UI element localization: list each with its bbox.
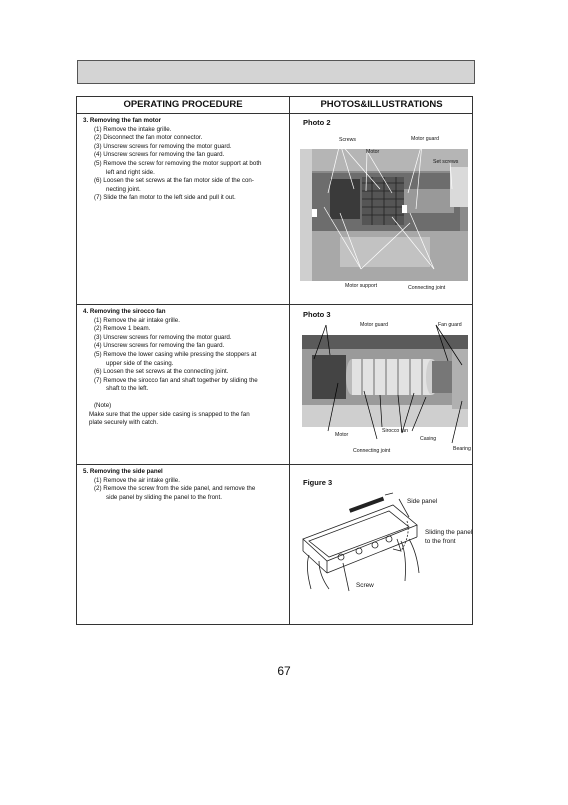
step-continuation: side panel by sliding the panel to the front. [106,493,222,501]
step: (7) Slide the fan motor to the left side and pull it out. [94,194,236,202]
label-sliding-line-2: to the front [425,538,456,545]
section-title: 5. Removing the side panel [83,468,163,475]
step-continuation: left and right side. [106,168,155,176]
section-title: 4. Removing the sirocco fan [83,308,166,315]
label-connecting-joint: Connecting joint [408,285,446,291]
figure-3-side-panel [289,495,419,593]
photo-2-title: Photo 2 [303,118,331,127]
step: (6) Loosen the set screws at the fan motor side of the con- [94,177,254,185]
label-screws: Screws [339,137,357,143]
step: (4) Unscrew screws for removing the fan guard. [94,151,225,159]
step-continuation: upper side of the casing. [106,359,174,367]
label-motor: Motor [335,432,349,438]
step: (1) Remove the air intake grille. [94,316,180,324]
section-title: 3. Removing the fan motor [83,117,162,124]
note-text: plate securely with catch. [89,419,159,427]
step: (5) Remove the screw for removing the motor support at both [94,159,262,167]
label-casing: Casing [420,436,437,442]
step: (1) Remove the air intake grille. [94,476,180,484]
procedure-fan-motor [83,117,283,203]
step: (2) Remove the screw from the side panel, and remove the [94,485,256,493]
header-divider [77,113,472,114]
step: (4) Unscrew screws for removing the fan guard. [94,342,225,350]
procedure-table [76,96,473,625]
step: (2) Disconnect the fan motor connector. [94,134,203,142]
label-motor: Motor [366,149,380,155]
photo-3-title: Photo 3 [303,310,331,319]
label-motor-guard: Motor guard [360,322,388,328]
step: (1) Remove the intake grille. [94,125,172,133]
label-motor-guard: Motor guard [411,136,439,142]
page-number: 67 [277,664,291,678]
note-heading: (Note) [94,401,112,409]
step-continuation: shaft to the left. [106,385,149,393]
note-text: Make sure that the upper side casing is snapped to the fan [89,410,250,418]
label-set-screws: Set screws [433,159,459,165]
photo-3-sirocco-fan [302,335,468,427]
procedure-side-panel [83,468,283,502]
label-bearing: Bearing [453,446,471,452]
step: (2) Remove 1 beam. [94,325,151,333]
column-header-procedure: OPERATING PROCEDURE [123,99,243,110]
row-divider-1 [77,304,472,305]
label-sirocco-fan: Sirocco fan [382,428,408,434]
column-header-photos: PHOTOS&ILLUSTRATIONS [320,99,443,110]
step: (3) Unscrew screws for removing the motor guard. [94,142,232,150]
step: (6) Loosen the set screws at the connecting joint. [94,368,229,376]
photo-2-fan-motor [300,149,468,281]
label-fan-guard: Fan guard [438,322,462,328]
label-sliding-line-1: Sliding the panel [425,529,473,536]
step: (7) Remove the sirocco fan and shaft together by sliding the [94,376,258,384]
procedure-sirocco-fan [83,308,283,428]
step-continuation: necting joint. [106,185,141,193]
figure-3-title: Figure 3 [303,478,333,487]
label-motor-support: Motor support [345,283,378,289]
step: (5) Remove the lower casing while pressing the stoppers at [94,350,257,358]
label-side-panel: Side panel [407,498,438,505]
row-divider-2 [77,464,472,465]
label-screw: Screw [356,582,374,589]
step: (3) Unscrew screws for removing the motor guard. [94,333,232,341]
header-bar [77,60,475,84]
label-connecting-joint: Connecting joint [353,448,391,454]
